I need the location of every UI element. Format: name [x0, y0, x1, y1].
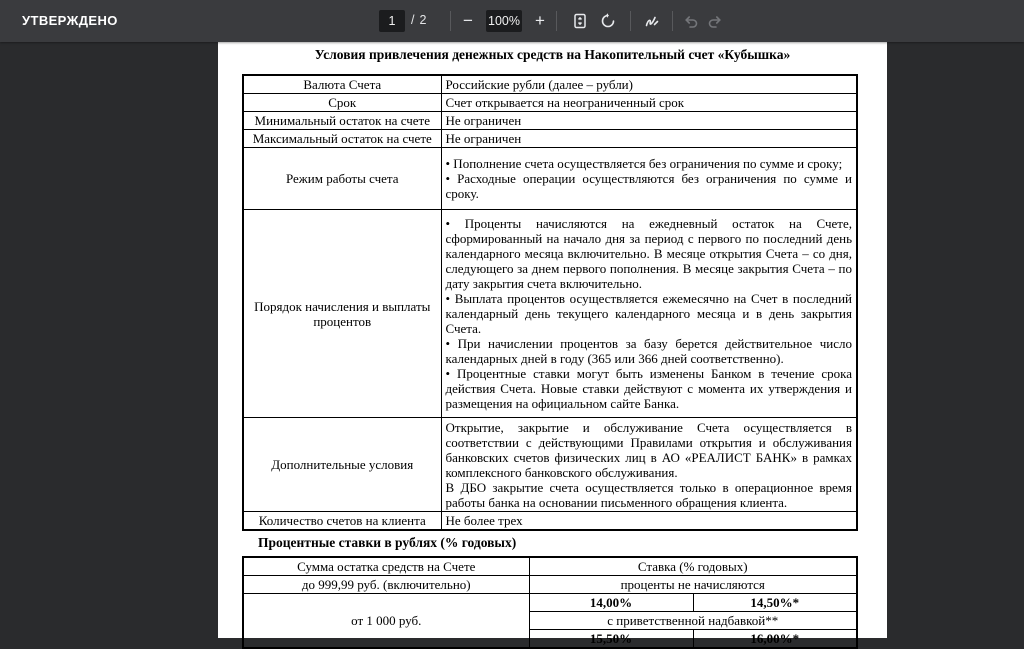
rotate-icon [599, 12, 617, 30]
row-label: от 1 000 руб. [243, 594, 529, 649]
toolbar-divider [630, 11, 631, 31]
zoom-in-button[interactable]: + [535, 11, 545, 30]
page-number-input[interactable]: 1 [379, 10, 405, 32]
rotate-button[interactable] [596, 9, 620, 33]
annotate-button[interactable] [640, 9, 664, 33]
row-value: Счет открывается на неограниченный срок [441, 94, 857, 112]
table-row [243, 512, 857, 531]
page-count-total: 2 [419, 13, 427, 27]
toolbar-divider [672, 11, 673, 31]
toolbar-divider [450, 11, 451, 31]
undo-button[interactable] [679, 9, 703, 33]
row-value: проценты не начисляются [529, 576, 857, 594]
row-label: Срок [243, 94, 441, 112]
row-value: Не ограничен [441, 130, 857, 148]
table-row [243, 210, 857, 418]
rates-col1-header: Сумма остатка средств на Счете [243, 557, 529, 576]
rate-welcome-promo: 16,00%* [693, 630, 857, 649]
rate-welcome: 15,50% [529, 630, 693, 649]
table-row [243, 418, 857, 512]
redo-button[interactable] [703, 9, 727, 33]
row-value: Открытие, закрытие и обслуживание Счета осуществляется в соответствии с действующими Правилами открытия и обслуживания банковских счетов физических лиц в АО «РЕАЛИСТ БАНК» в рамках комплексного банковского обслуживания. В ДБО закрытие счета осуществляется только в операционное время работы банка на основании письменного обращения клиента. [441, 418, 857, 512]
row-value: • Проценты начисляются на ежедневный остаток на Счете, сформированный на начало дня за период с первого по последний день календарного месяца включительно. В месяце открытия Счета – со дня, следующего за днем первого пополнения. В месяце закрытия Счета – по дату закрытия счета включительно. • Выплата процентов осуществляется ежемесячно на Счет в последний календарный день текущего календарного месяца и в день закрытия Счета. • При начислении процентов за базу берется действительное число календарных дней в году (365 или 366 дней соответственно). • Процентные ставки могут быть изменены Банком в течение срока действия Счета. Новые ставки действуют с момента их утверждения и размещения на официальном сайте Банка. [441, 210, 857, 418]
page-count-separator: / [411, 13, 415, 27]
row-value: Не более трех [441, 512, 857, 531]
row-value: Российские рубли (далее – рубли) [441, 75, 857, 94]
redo-icon [706, 12, 724, 30]
table-row [243, 594, 857, 612]
zoom-out-button[interactable]: − [463, 11, 473, 30]
fit-page-icon [571, 12, 589, 30]
table-row [243, 112, 857, 130]
rate-base-promo: 14,50%* [693, 594, 857, 612]
rates-table [242, 556, 858, 649]
document-title: Условия привлечения денежных средств на Накопительный счет «Кубышка» [314, 47, 791, 62]
document-status-label: УТВЕРЖДЕНО [22, 13, 118, 28]
undo-icon [682, 12, 700, 30]
welcome-bonus-label: с приветственной надбавкой** [529, 612, 857, 630]
table-row [243, 148, 857, 210]
conditions-table [242, 74, 858, 531]
zoom-level-display[interactable]: 100% [486, 10, 522, 32]
pdf-page [218, 42, 887, 646]
row-label: до 999,99 руб. (включительно) [243, 576, 529, 594]
row-label: Дополнительные условия [243, 418, 441, 512]
rate-base: 14,00% [529, 594, 693, 612]
toolbar-divider [556, 11, 557, 31]
annotate-pen-icon [643, 12, 661, 30]
rates-col2-header: Ставка (% годовых) [529, 557, 857, 576]
row-label: Валюта Счета [243, 75, 441, 94]
table-row [243, 576, 857, 594]
table-row [243, 94, 857, 112]
row-label: Минимальный остаток на счете [243, 112, 441, 130]
pdf-toolbar [0, 0, 1024, 42]
table-row [243, 557, 857, 576]
row-label: Количество счетов на клиента [243, 512, 441, 531]
row-label: Порядок начисления и выплаты процентов [243, 210, 441, 418]
page-count [411, 13, 426, 27]
row-label: Режим работы счета [243, 148, 441, 210]
rates-section-heading: Процентные ставки в рублях (% годовых) [258, 535, 517, 550]
table-row [243, 75, 857, 94]
table-row [243, 130, 857, 148]
row-label: Максимальный остаток на счете [243, 130, 441, 148]
row-value: Не ограничен [441, 112, 857, 130]
row-value: • Пополнение счета осуществляется без ограничения по сумме и сроку; • Расходные операции осуществляются без ограничения по сумме и сроку. [441, 148, 857, 210]
fit-page-button[interactable] [568, 9, 592, 33]
